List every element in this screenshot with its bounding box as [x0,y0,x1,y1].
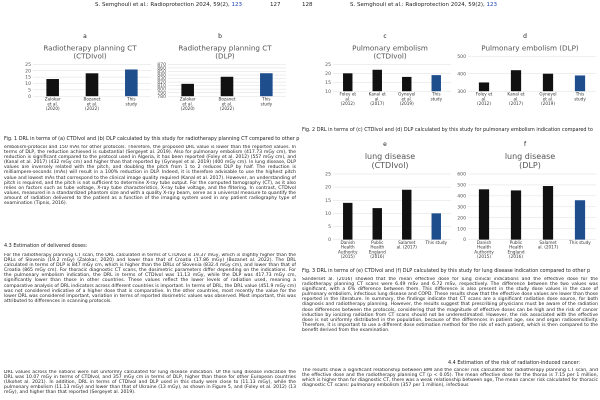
x-tick-label: Foley et [339,91,357,97]
bar-1 [511,190,521,239]
section-4-4-heading: 4.4 Estimation of the risk of radiation-induced cancer: [448,360,581,366]
x-tick-label: study [574,96,586,102]
x-tick-label: al. (2017) [396,244,417,250]
header-author: S. Semghouli et al. [350,2,402,8]
chart-f [450,140,600,260]
x-tick-label: Health [509,244,523,250]
x-tick-label: (2012) [477,100,491,106]
x-tick-label: Authority [474,249,494,255]
y-tick-label: 10 [25,82,31,88]
x-tick-label: et al. [542,96,554,102]
y-tick-label: 300 [457,205,466,211]
left-paragraph-3: DRL values across the nations were not uniformly calculated for lung disease indication. Of the lung disease indication the DRL was 10.07 mGy in terms of CTDIvol, and 357 mGy cm in terms of DLP, higher than those for other European countries (Ukohet al. 2021). In addition, DRL in terms of CTDIvol and DLP used in this study were close to (11.13 mGy), while the pulmonary embolism (11.13 mGy) and lower than that of Ukraine (13 mGy), as shown in Figure 5, and (Foley et al. 2012) (13 mGy), and higher than that reported (Sergeyet al. 2019). [4,370,296,396]
y-tick-label: 800 [157,87,166,93]
y-tick-label: 810 [157,84,166,90]
panel-label-c: c [383,33,387,40]
chart-b [150,32,290,112]
x-tick-label: (2012) [340,100,355,106]
panel-label-a: a [83,33,87,40]
bar-2 [543,186,553,240]
panel-label-e: e [383,141,387,148]
y-tick-label: 0 [463,238,466,244]
y-tick-label: 10 [325,211,331,217]
x-tick-label: Danish [476,240,492,246]
bar-1 [86,73,99,96]
bar-1 [373,208,382,239]
x-tick-label: study [260,101,273,107]
y-tick-label: 20 [325,71,331,77]
y-tick-label: 850 [157,70,166,76]
x-tick-label: al. (2017) [537,244,559,250]
x-tick-label: This study [425,240,448,246]
x-tick-label: Zalokar [179,96,196,102]
bar-2 [402,77,411,91]
x-tick-label: Public [509,240,523,246]
x-tick-label: Health [477,244,491,250]
x-tick-label: Danish [340,240,355,246]
chart-a [15,32,155,112]
x-tick-label: al. [513,96,519,102]
x-tick-label: Bozanet [218,96,236,102]
left-running-header: S. Semghouli et al.: Radioprotection 2024, 59(2), 123 [95,2,242,8]
x-tick-label: (2015) [340,253,355,259]
bar-2 [402,190,411,240]
y-tick-label: 0 [328,238,331,244]
y-tick-label: 5 [28,88,31,94]
chart-title: (CTDIvol) [373,51,407,61]
x-tick-label: England [507,249,525,255]
header-volume: 123 [231,2,242,8]
y-tick-label: 10 [325,89,331,95]
y-tick-label: 840 [157,73,166,79]
x-tick-label: (2016) [509,253,523,259]
chart-title: Radiotherapy planning CT [43,43,137,53]
y-tick-label: 600 [457,172,466,178]
left-page-number: 127 [270,2,281,8]
y-tick-label: 820 [157,80,166,86]
chart-title: (DLP) [215,51,235,61]
x-tick-label: et al. [221,101,233,107]
y-tick-label: 20 [25,69,31,75]
x-tick-label: This [575,91,585,97]
header-journal: Radioprotection 2024, 59(2), [150,2,230,8]
bar-0 [343,73,352,91]
x-tick-label: Kanal et [368,91,386,97]
x-tick-label: et al. [401,96,413,102]
x-tick-label: Health [340,244,355,250]
chart-title: lung disease [364,151,416,161]
chart-title: lung disease [504,151,556,161]
y-tick-label: 15 [325,80,331,86]
y-tick-label: 0 [28,94,31,100]
x-tick-label: Gyneyel [398,91,416,97]
y-tick-label: 790 [157,91,166,97]
chart-c [315,32,455,107]
right-running-header: S. Semghouli et al.: Radioprotection 2024, 59(2), 123 [350,2,497,8]
y-tick-label: 300 [457,89,466,95]
x-tick-label: (2020) [180,105,195,111]
bar-2 [260,73,273,96]
bar-3 [575,75,585,91]
x-tick-label: (2015) [477,253,491,259]
bar-3 [575,200,585,239]
bar-1 [373,70,382,91]
section-4-3-heading: 4.3 Estimation of delivered doses: [4,243,88,249]
bar-0 [46,79,59,96]
chart-title: (DLP) [519,160,541,170]
bar-0 [479,82,489,91]
bar-1 [511,70,521,91]
y-tick-label: 830 [157,77,166,83]
x-tick-label: al. [481,96,487,102]
right-page-number: 128 [302,2,313,8]
chart-d [450,32,600,107]
x-tick-label: Zalokar [44,96,61,102]
figure2-caption: Fig. 2 DRL in terms of (c) CTDIvol and (d) DLP calculated by this study for pulmonary embolism indication compared to [302,127,593,133]
x-tick-label: (2019) [541,100,555,106]
y-tick-label: 20 [325,185,331,191]
x-tick-label: (2020) [45,105,60,111]
y-tick-label: 870 [157,63,166,68]
x-tick-label: et al. [86,101,98,107]
bar-2 [543,74,553,92]
left-paragraph-2: For the radiotherapy planning CT scan, the DRL calculated in terms of CTDIvol is 19.37 mGy, which is slightly higher than the DRLs of Slovenia (19.2 mGy) (Zalokar, 2020) and lower than that of Croatia (17.86 mGy) (Bozanet al. 2022). The DRL calculated in terms of DLP is 847 mGy cm, which is higher than the DRLs of Slovenia (832.4 mGy cm), and lower than that of Croatia (865 mGy cm). For thoracic diagnostic CT scans, the dosimetric parameters differ depending on the indications. For the pulmonary embolism indication, the DRL in terms of CTDIvol was 11.13 mGy, while the DLP was 417.73 mGy cm, significantly lower than those in other countries. These values reflect the lower levels of radiation used, meaning a comparative analysis of DRL indicators across different countries is important. In terms of DRL, the DRL value (451.9 mGy cm) was not considered indicative of a higher dose that is comparative. In the other countries, most recently the value for the lower DRL was considered important, variation in terms of reported dosimetric values was observed. Most important, this was attributed to differences in scanning protocols. [4,253,296,304]
y-tick-label: 400 [457,72,466,78]
x-tick-label: Health [370,244,385,250]
right-paragraph-end: The results show a significant relationship between BMI and the cancer risk calculated for radiotherapy planning CT scan, and the effective dose and the radiotherapy planning CT (p < 0.05). The mean effective dose for the thorax is 7.15 per 1 million, which is higher than for diagnostic CT, there was a weak relationship between age, The mean cancer risk calculated for thoracic diagnostic CT scans: pulmonary embolism (357 per 1 million), infectious [302,368,598,389]
left-paragraph-1: embolism-protocol and 150 mAs for other protocols. Therefore, the proposed DRL value is lower than the reported values. In terms of DLP, the reduction achieved is substantial (Sergeyet al. 2019). Also for pulmonary embolism (417.73 mGy cm), the reduction is significant compared to the protocol used in Algeria, it has been reported (Foley et al. 2012) (557 mGy cm), and (Kanal et al. 2017) (432 mGy cm) and higher than that reported by (Gyneyel et al. 2019) (400 mGy cm). In lung disease, DLP values are inversely related with the pitch, and doubling the pitch from 1 to 2 reduces DLP by half. The reduction is milliampere-seconds (mAs) will result in a 100% reduction in DLP. Indeed, it is therefore advisable to use the highest pitch value and lowest mAs that correspond to the clinical image quality required (Kanal et al. 2017). However, an understanding of pitch is required, and the pitch is not sufficient to determine X-ray tube output. For the computed tomography (CT), as it also relies on factors such as tube voltage, X-ray tube characteristics, X-ray tube voltage, and the filtering. In contrast, CTDIvol values, measured in a standardized phantom size and with a quality X-ray beam, serve as a universal measure to quantify the amount of radiation delivered to the patient as a function of the imaging system used in any patient radiography type of examination (Tipnis, 2016). [4,145,296,207]
bar-0 [181,84,194,96]
panel-label-d: d [523,33,527,40]
chart-e [315,140,455,260]
y-tick-label: 25 [325,63,331,68]
y-tick-label: 860 [157,66,166,72]
panel-label-f: f [523,141,527,148]
figure3-caption: Fig. 3 DRL in terms of (e) CTDIvol and (f) DLP calculated by this study for lung disease indication compared to other p [302,268,591,274]
x-tick-label: Salamet [539,240,557,246]
x-tick-label: England [368,249,386,255]
x-tick-label: study [125,101,138,107]
x-tick-label: (2017) [509,100,523,106]
x-tick-label: Bozanet [83,96,101,102]
bar-3 [432,213,441,239]
header-journal: Radioprotection 2024, 59(2), [405,2,485,8]
figure1-caption: Fig. 1 DRL in terms of (a) CTDIvol and (b) DLP calculated by this study for radiotherapy planning CT compared to other p [4,136,300,142]
x-tick-label: (2019) [399,100,414,106]
x-tick-label: Foley et [475,91,493,97]
y-tick-label: 5 [328,225,331,231]
bar-0 [343,203,352,240]
x-tick-label: (2022) [220,105,234,111]
x-tick-label: This [262,96,271,102]
y-tick-label: 100 [457,227,466,233]
x-tick-label: et al. [47,101,58,107]
y-tick-label: 780 [157,94,166,100]
x-tick-label: study [430,96,443,102]
y-tick-label: 25 [325,172,331,178]
x-tick-label: Kanal et [507,91,525,97]
y-tick-label: 25 [25,63,31,68]
bar-1 [221,77,234,96]
y-tick-label: 500 [457,54,466,60]
x-tick-label: This study [569,240,591,246]
chart-title: Pulmonary embolism [352,43,428,53]
panel-label-b: b [218,33,222,40]
y-tick-label: 15 [325,198,331,204]
x-tick-label: et al. [182,101,193,107]
right-page [300,0,600,400]
x-tick-label: (2017) [370,100,385,106]
x-tick-label: al. [374,96,380,102]
y-tick-label: 200 [457,216,466,222]
y-tick-label: 500 [457,183,466,189]
right-paragraph-lower: Sanderset al. (2016) showed that the mean effective dose for lung clinical indications and the effective dose for the radiotherapy planning CT scans were 6.49 mSv and 6.72 mSv, respectively. The difference between the two values was significant, with a 6% difference between them. This difference is also present in the study dose values in the case of pulmonary embolism, infectious lung disease and COPD. These results show that the effective dose values are lower than those reported in the literature. In summary, the findings indicate that CT scans are a significant radiation dose source, for both diagnosis and radiotherapy planning. However, the results suggest that prescribing physicians must be aware of the radiation dose differences between the protocols, considering that the magnitude of effective doses can be high and the risk of cancer induction by ionizing radiation from CT scans should not be underestimated. However, the risk associated with the effective dose is not uniformly distributed in the population, because of the differences in patient age, sex and organ radiosensitivity. Therefore, it is important to use a different dose estimation method for the risk of each patient, which is then compared to the benefit derived from the examination. [302,277,598,333]
y-tick-label: 400 [457,194,466,200]
bar-0 [479,189,489,239]
chart-title: (CTDIvol) [73,51,107,61]
header-volume: 123 [486,2,497,8]
bar-2 [125,69,138,96]
bar-3 [432,75,441,91]
x-tick-label: (2022) [85,105,99,111]
x-tick-label: This [431,91,441,97]
x-tick-label: This [127,96,136,102]
x-tick-label: Authority [338,249,358,255]
chart-title: Radiotherapy planning CT [178,43,272,53]
x-tick-label: Public [371,240,384,246]
x-tick-label: Salamet [398,240,416,246]
x-tick-label: al. [345,96,351,102]
chart-title: Pulmonary embolism (DLP) [481,43,579,53]
x-tick-label: Gyneyel [539,91,557,97]
header-author: S. Semghouli et al. [95,2,147,8]
chart-title: (CTDIvol) [371,160,409,170]
y-tick-label: 15 [25,75,31,81]
x-tick-label: (2016) [370,253,385,259]
